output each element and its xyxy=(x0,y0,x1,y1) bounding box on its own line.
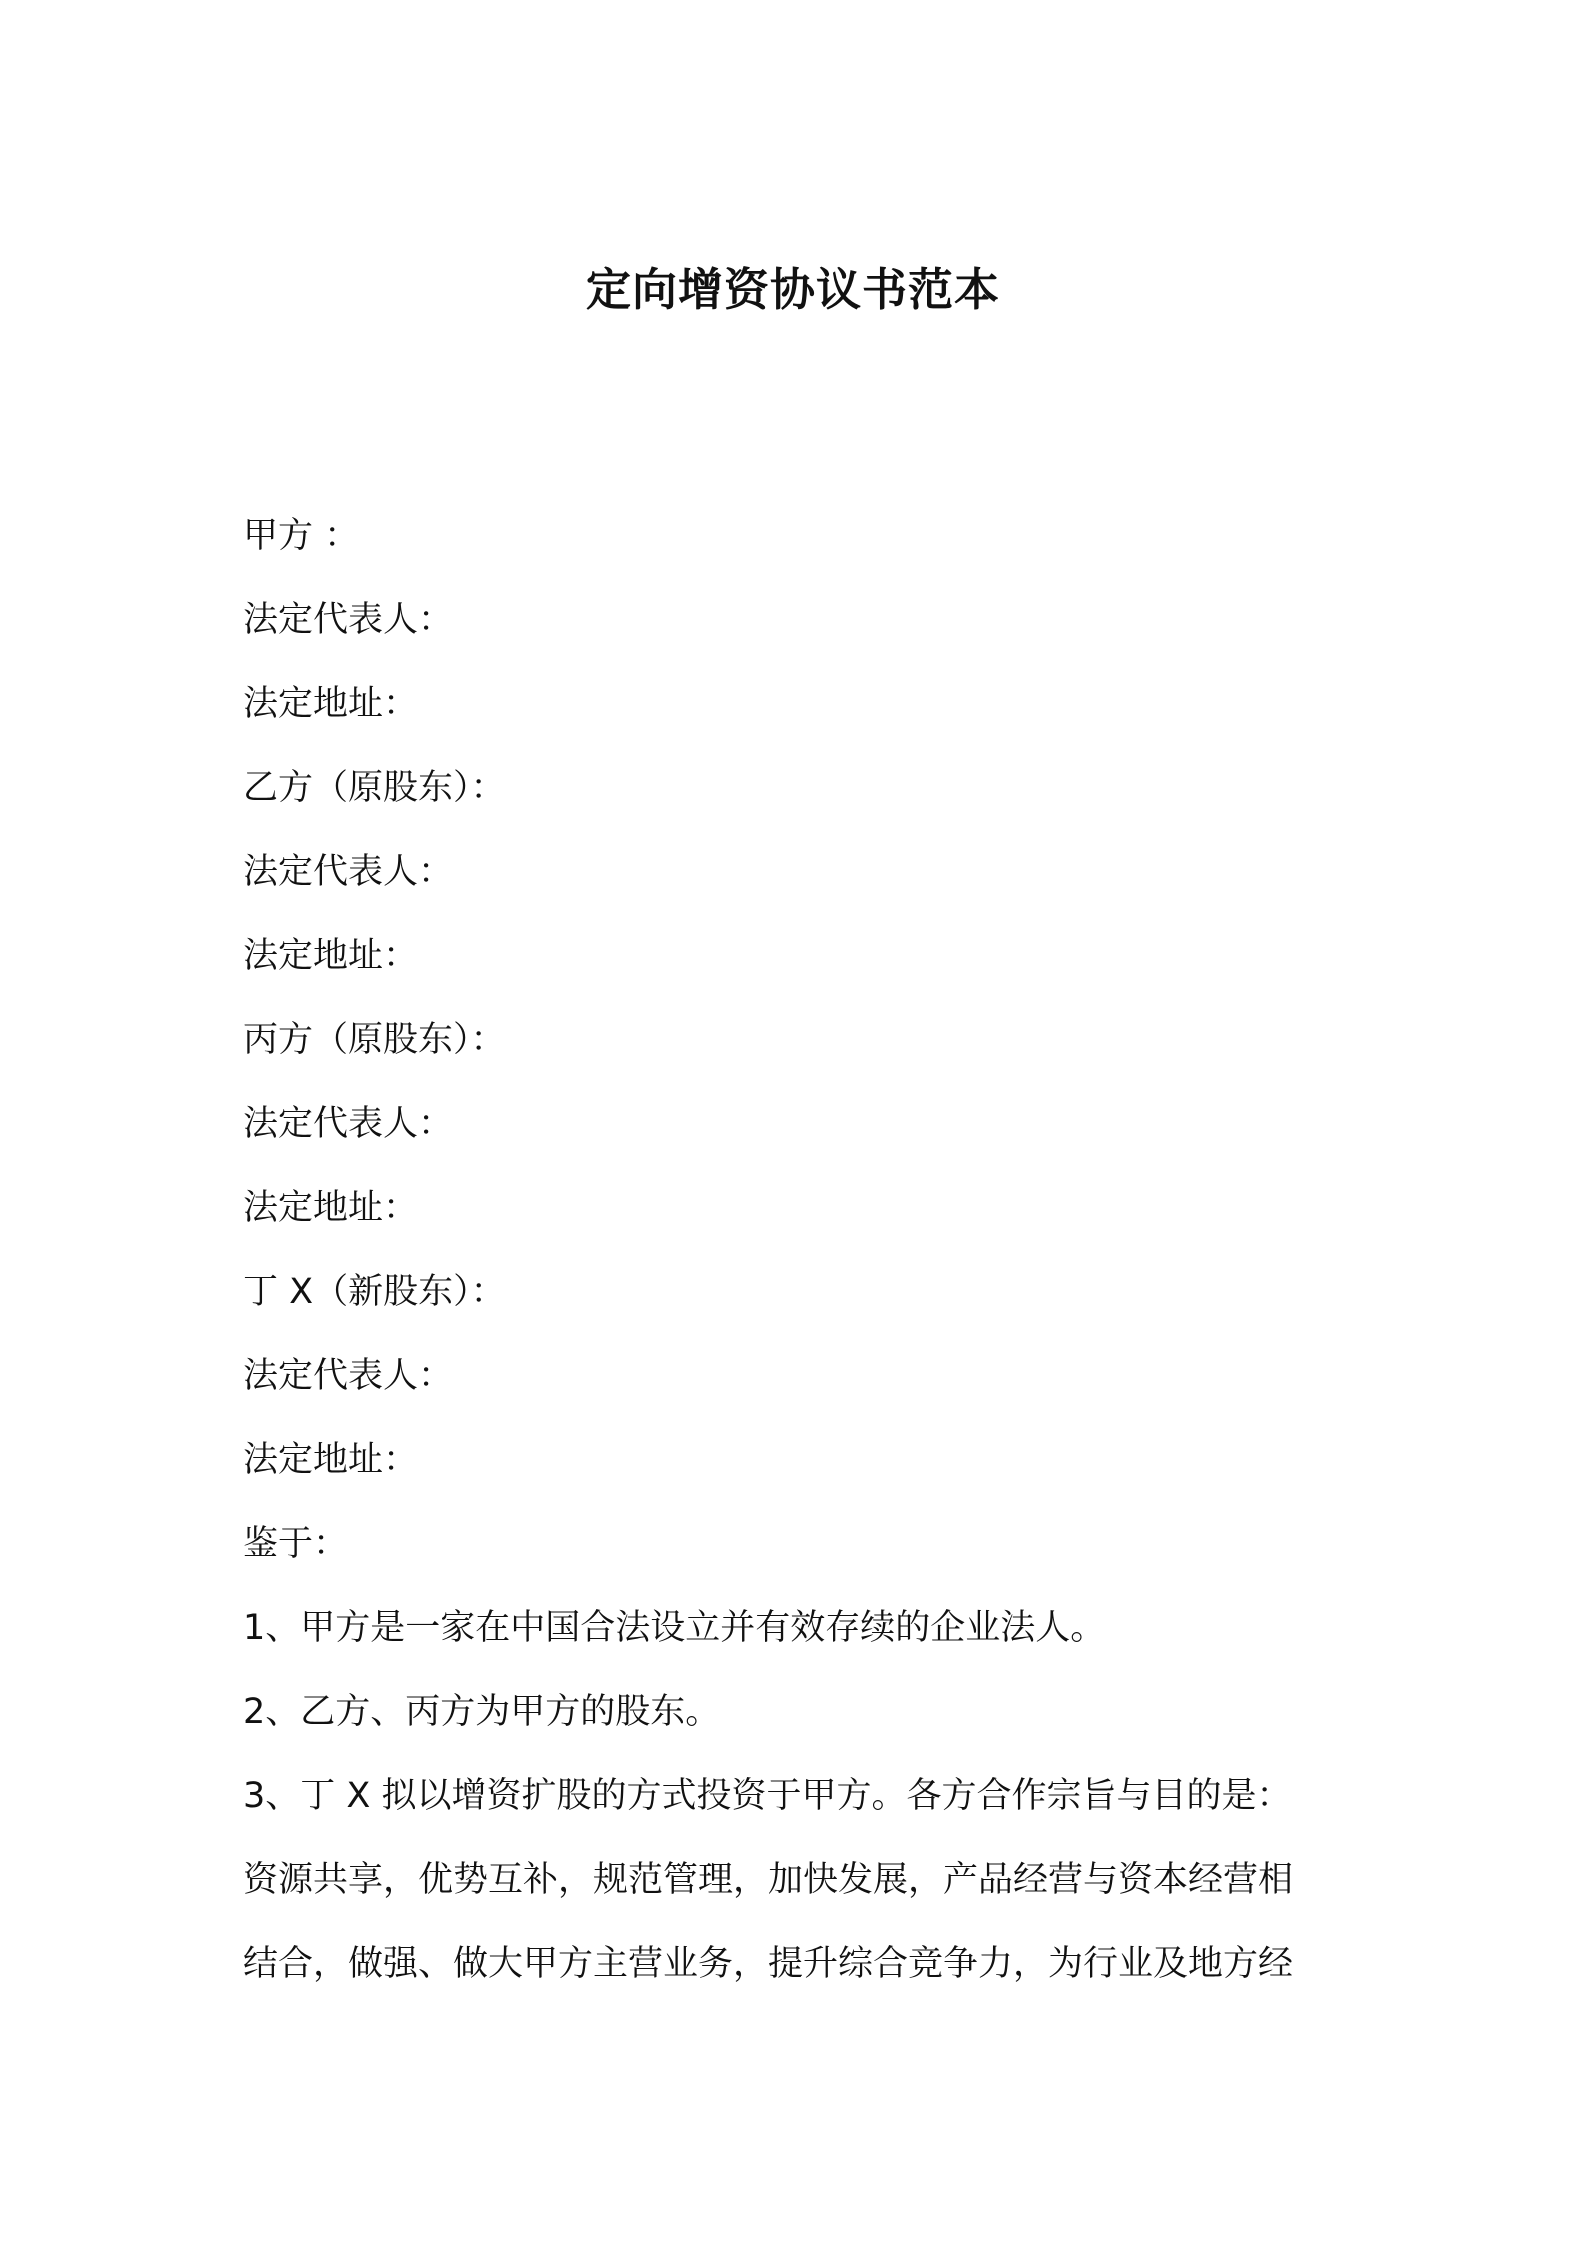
party-d-label: 丁 X（新股东）： xyxy=(243,1272,506,1312)
party-b-label: 乙方（原股东）： xyxy=(243,768,506,808)
party-c-label: 丙方（原股东）： xyxy=(243,1020,506,1060)
whereas-heading: 鉴于： xyxy=(243,1524,349,1564)
recital-3-line-3: 结合，做强、做大甲方主营业务，提升综合竞争力，为行业及地方经 xyxy=(243,1944,1294,1984)
document-body xyxy=(243,494,1363,2006)
party-a-legal-representative: 法定代表人： xyxy=(243,600,454,640)
recital-3-line-1: 3、丁 X 拟以增资扩股的方式投资于甲方。各方合作宗旨与目的是： xyxy=(243,1776,1292,1816)
recital-1: 1、甲方是一家在中国合法设立并有效存续的企业法人。 xyxy=(243,1608,1106,1648)
party-d-legal-representative: 法定代表人： xyxy=(243,1356,454,1396)
party-a-label: 甲方 ： xyxy=(243,516,360,556)
party-a-legal-address: 法定地址： xyxy=(243,684,419,724)
party-c-legal-address: 法定地址： xyxy=(243,1188,419,1228)
party-b-legal-address: 法定地址： xyxy=(243,936,419,976)
party-b-legal-representative: 法定代表人： xyxy=(243,852,454,892)
recital-3-line-2: 资源共享，优势互补，规范管理，加快发展，产品经营与资本经营相 xyxy=(243,1860,1294,1900)
party-d-legal-address: 法定地址： xyxy=(243,1440,419,1480)
party-c-legal-representative: 法定代表人： xyxy=(243,1104,454,1144)
recital-2: 2、乙方、丙方为甲方的股东。 xyxy=(243,1692,721,1732)
document-title: 定向增资协议书范本 xyxy=(585,263,1000,316)
